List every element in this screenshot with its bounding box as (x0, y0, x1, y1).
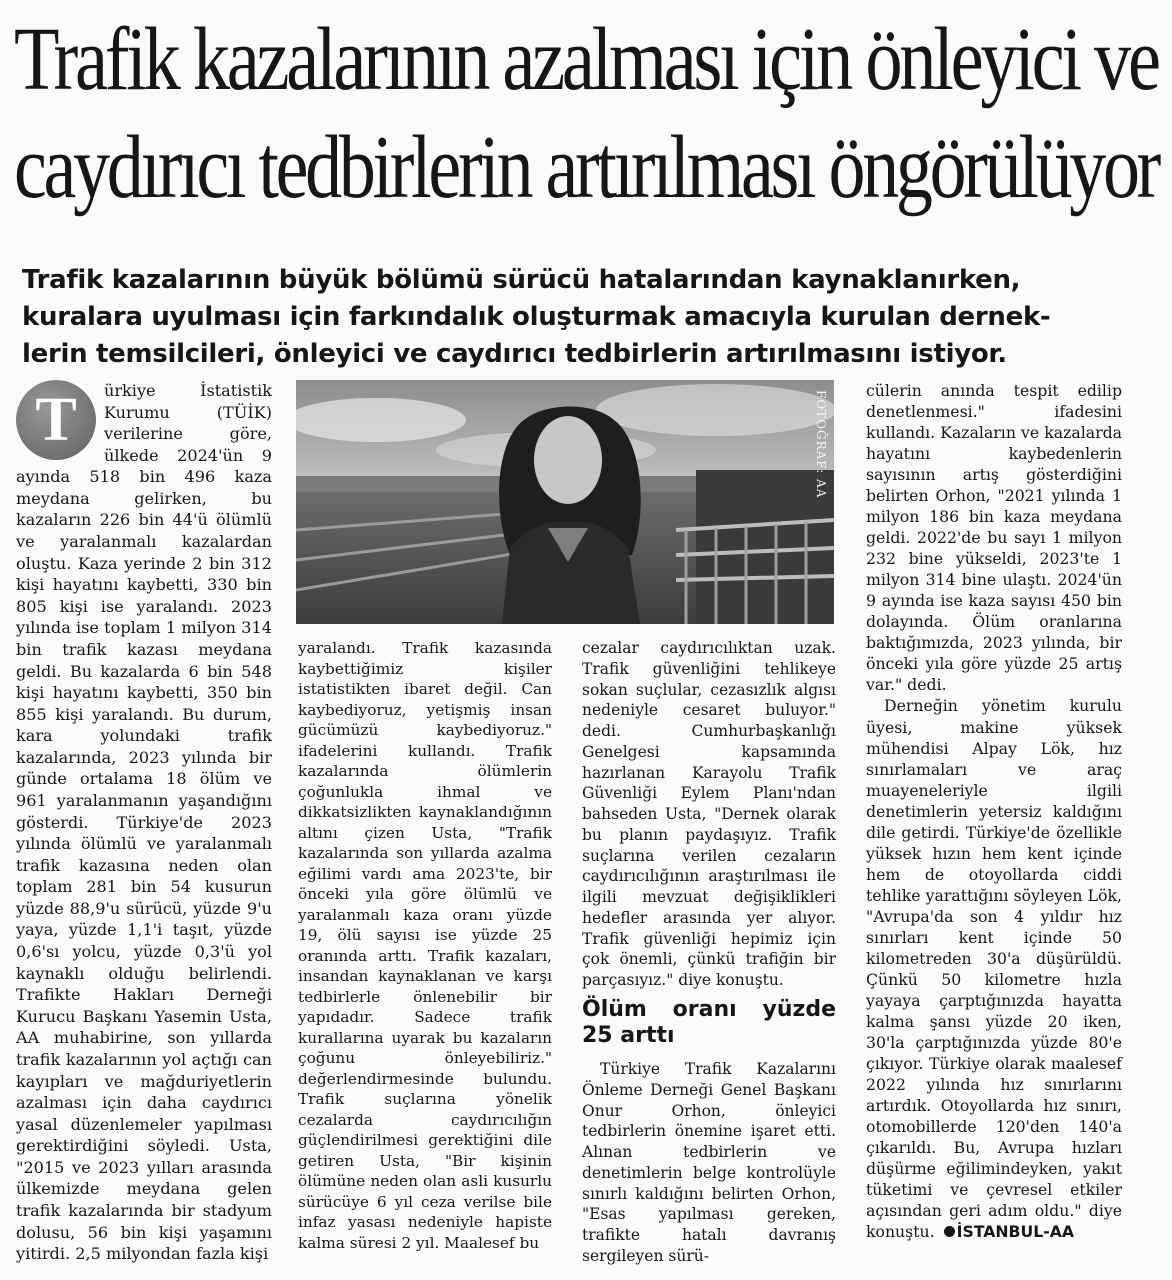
headline-line-1: Trafik kazalarının azalması için önleyici ve (14, 10, 1158, 109)
paragraph: cülerin anında tespit edilip denetlenmesi." ifadesini kullandı. Kazaların ve kazalarda hayatını kaybedenlerin sayısının artış gösterdiğini belirten Orhon, "2021 yılında 1 milyon 186 bin kaza meydana geldi. 2022'de bu sayı 1 milyon 232 bine yükseldi, 2023'te 1 milyon 314 bine ulaştı. 2024'ün 9 ayında ise kaza sayısı 450 bin dolayında. Ölüm oranlarına baktığımızda, 2023 yılında, bir önceki yıla göre yüzde 25 artış var." dedi. (866, 381, 1122, 695)
deck-line-3: lerin temsilcileri, önleyici ve caydırıcı tedbirlerin artırılmasını istiyor. (22, 339, 1007, 369)
paragraph: yaralandı. Trafik kazasında kaybettiğimiz kişiler istatistikten ibaret değil. Can kaybediyoruz, yetişmiş insan gücümüzü kaybediyoruz." ifadelerini kullandı. Trafik kazalarında ölümlerin çoğunlukla ihmal ve dikkatsizlikten kaynaklandığının altını çizen Usta, "Trafik kazalarında son yıllarda azalma eğilimi vardı ama 2023'te, bir önceki yıla göre ölümlü ve yaralanmalı kaza oranı yüzde 19, ölü sayısı ise yüzde 25 oranında arttı. Trafik kazaları, insandan kaynaklanan ve karşı tedbirlerle önlenebilir bir yapıdadır. Sadece trafik kurallarına uyarak bu kazaların çoğunu önleyebiliriz." değerlendirmesinde bulundu. Trafik suçlarına yönelik cezalarda caydırıcılığın güçlendirilmesi gerektiğini dile getiren Usta, "Bir kişinin ölümüne neden olan asli kusurlu sürücüye 6 yıl ceza verilse bile infaz yasası nedeniyle hapiste kalma süresi 2 yıl. Maalesef bu (298, 639, 552, 1252)
paragraph-text: Derneğin yönetim kurulu üyesi, makine yüksek mühendisi Alpay Lök, hız sınırlamaları ve araç muayeneleriyle ilgili denetimlerin yetersiz kaldığını dile getirdi. Türkiye'de özellikle yüksek hızın hem kent içinde hem de otoyollarda ciddi tehlike yarattığını söyleyen Lök, "Avrupa'da son 4 yıldır hız sınırları kent içinde 50 kilometreden 30'a düşürüldü. Çünkü 50 kilometre hızla yayaya çarptığınızda hayatta kalma şansı yüzde 20 iken, 30'la çarptığınızda yüzde 80'e çıkıyor. Türkiye olarak maalesef 2022 yılında hız sınırlarını artırdık. Otoyollarda hız sınırı, otomobillerde 120'den 140'a çıkarıldı. Bu, Avrupa hızları düşürme eğilimindeyken, yakıt tüketimi ve çevresel etkiler açısından geri adım oldu." diye konuştu. (866, 696, 1122, 1242)
article-column-4 (866, 380, 1122, 1242)
paragraph: Türkiye Trafik Kazalarını Önleme Derneği Genel Başkanı Onur Orhon, önleyici tedbirlerin önemine işaret etti. Alınan tedbirlerin ve denetimlerin belge kontrolüyle sınırlı kaldığını belirten Orhon, "Esas yapılması gereken, trafikte hatalı davranış sergileyen sürü- (582, 1060, 836, 1265)
headline (14, 6, 1158, 222)
article-column-3 (582, 638, 836, 1267)
drop-cap: T (16, 380, 96, 460)
paragraph: cezalar caydırıcılıktan uzak. Trafik güvenliğini tehlikeye sokan suçlular, cezasızlık algısı nedeniyle cesaret buluyor." dedi. Cumhurbaşkanlığı Genelgesi kapsamında hazırlanan Karayolu Trafik Güvenliği Eylem Planı'ndan bahseden Usta, "Dernek olarak bu planın paydaşıyız. Trafik suçlarına verilen cezaların caydırıcılığının araştırılması ile ilgili mevzuat değişiklikleri hedefler arasında yer alıyor. Trafik güvenliği hepimiz için çok önemli, çünkü trafiğin bir parçasıyız." diye konuştu. (582, 639, 836, 990)
deck-line-2: kuralara uyulması için farkındalık oluşturmak amacıyla kurulan dernek- (22, 302, 1051, 332)
headline-line-2: caydırıcı tedbirlerin artırılması öngörülüyor (14, 118, 1159, 217)
byline-signature: İSTANBUL-AA (956, 1222, 1074, 1242)
article-column-2 (298, 638, 552, 1253)
article-photo (296, 380, 834, 624)
paragraph: ürkiye İstatistik Kurumu (TÜİK) verilerine göre, ülkede 2024'ün 9 ayında 518 bin 496 kaza meydana gelirken, bu kazaların 226 bin 44'ü ölümlü ve yaralanmalı kazalardan oluştu. Kaza yerinde 2 bin 312 kişi hayatını kaybetti, 330 bin 805 kişi ise yaralandı. 2023 yılında ise toplam 1 milyon 314 bin trafik kazası meydana geldi. Bu kazalarda 6 bin 548 kişi hayatını kaybetti, 350 bin 855 kişi yaralandı. Bu durum, kara yolundaki trafik kazalarında, 2023 yılında bir günde ortalama 18 ölüm ve 961 yaralanmanın yaşandığını gösterdi. Türkiye'de 2023 yılında ölümlü ve yaralanmalı trafik kazasına neden olan toplam 281 bin 54 kusurun yüzde 88,9'u sürücü, yüzde 9'u yaya, yüzde 1,1'i taşıt, yüzde 0,6'sı yolcu, yüzde 0,3'ü yol kaynaklı olduğu belirlendi. Trafikte Hakları Derneği Kurucu Başkanı Yasemin Usta, AA muhabirine, son yıllarda trafik kazalarının yol açtığı can kayıpları ve mağduriyetlerin azalması için daha caydırıcı yasal düzenlemeler yapılması gerektirdiğini söyledi. Usta, "2015 ve 2023 yılları arasında ülkemizde meydana gelen trafik kazalarında bir stadyum dolusu, 56 bin kişi yaşamını yitirdi. 2,5 milyondan fazla kişi (16, 381, 272, 1264)
bullet-icon (944, 1226, 955, 1237)
paragraph-with-signature (866, 695, 1122, 1242)
deck-summary (22, 262, 1150, 373)
article-column-1 (16, 380, 272, 1265)
deck-line-1: Trafik kazalarının büyük bölümü sürücü hatalarından kaynaklanırken, (22, 265, 1021, 295)
photo-credit: FOTOĞRAF: AA (814, 390, 828, 499)
section-subhead: Ölüm oranı yüzde 25 arttı (582, 997, 836, 1049)
photo-illustration (296, 380, 834, 624)
